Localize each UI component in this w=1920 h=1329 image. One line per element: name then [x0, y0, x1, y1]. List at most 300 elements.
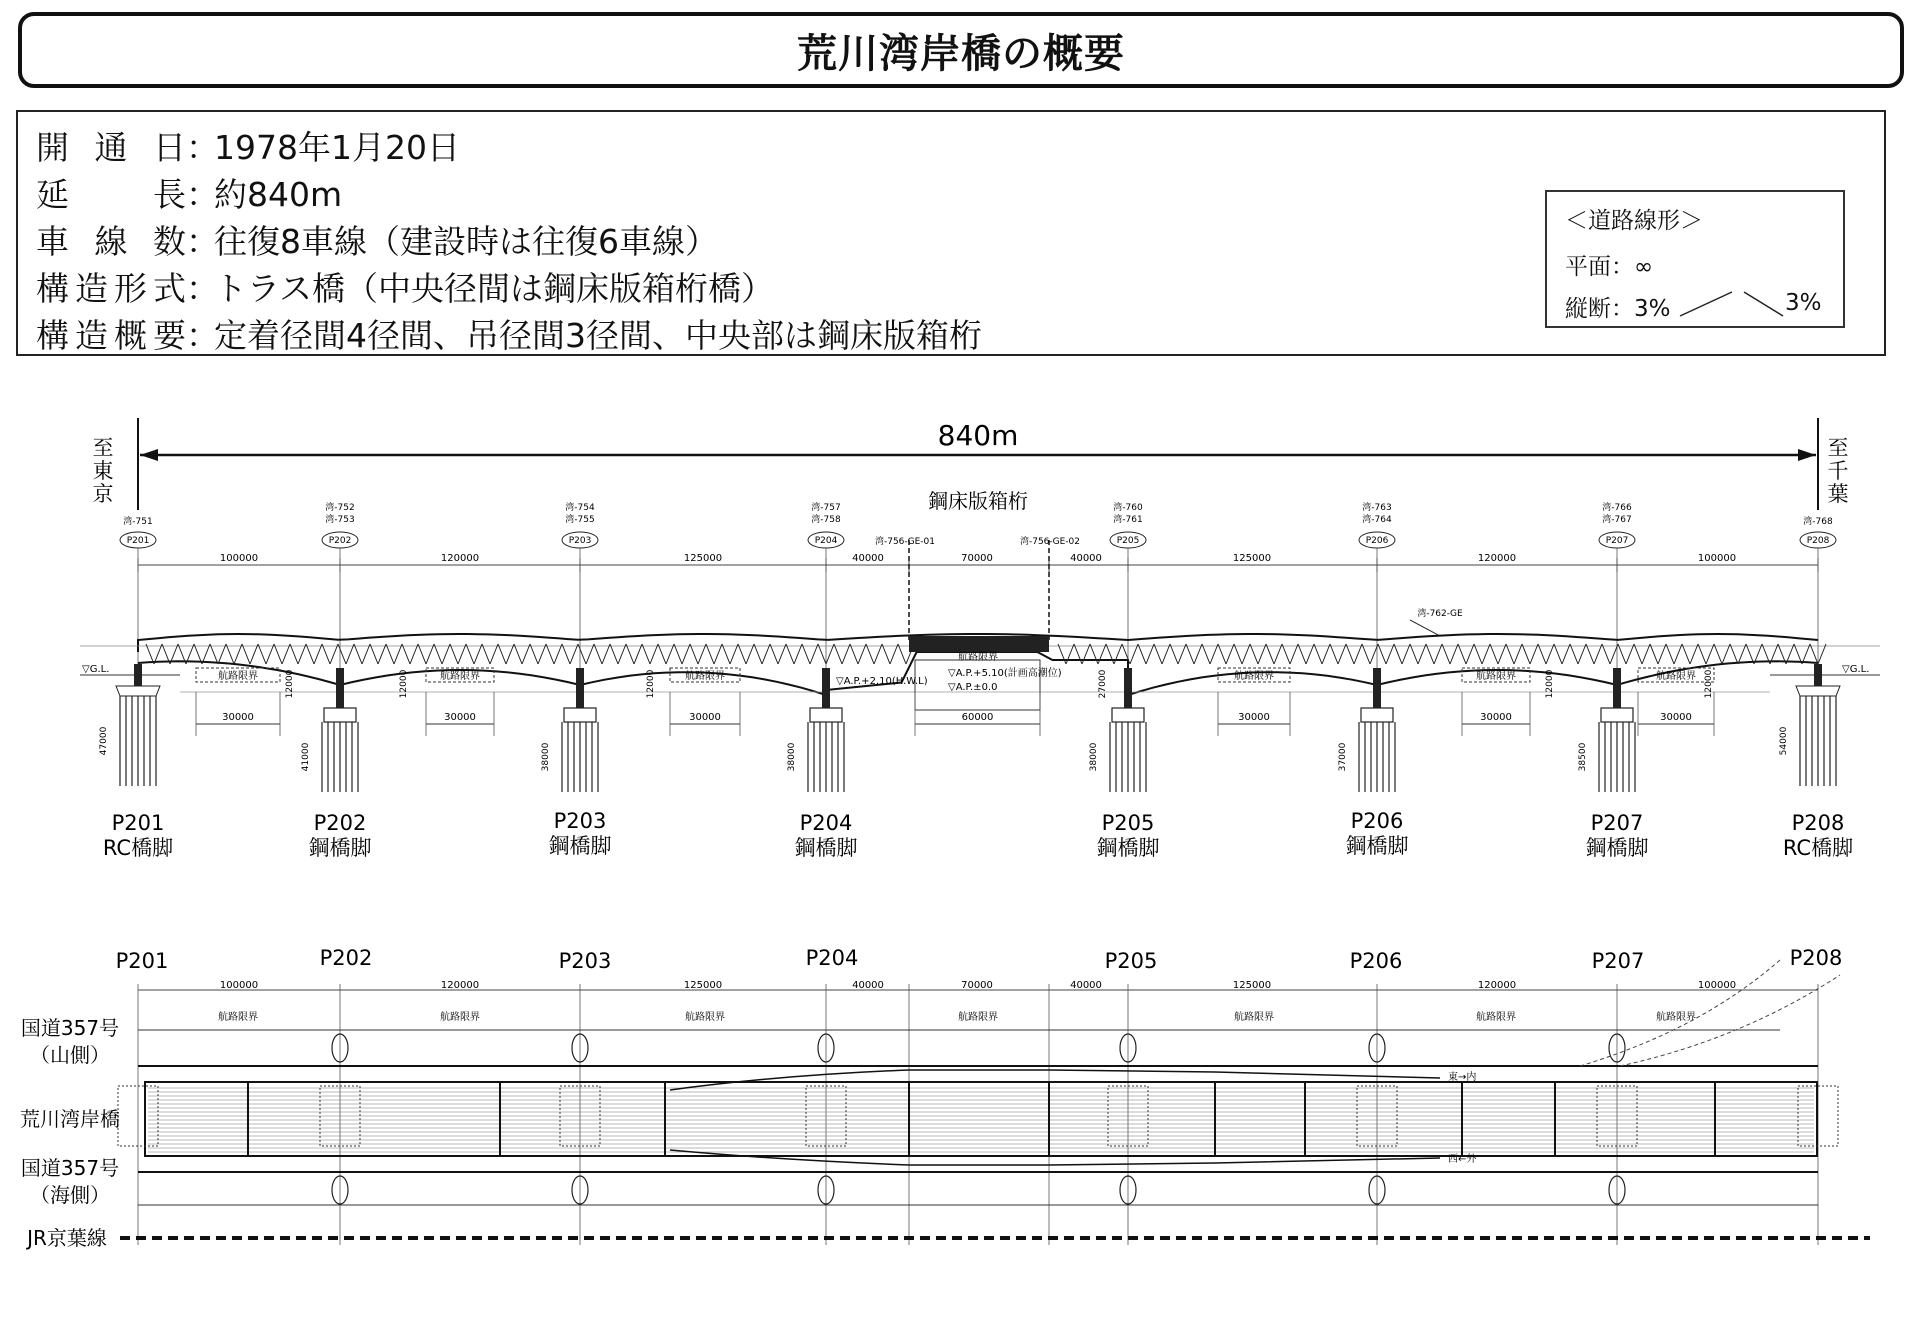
- pier-mark: 湾-764: [1362, 515, 1392, 525]
- direction-tokyo-char: 京: [92, 482, 114, 506]
- span-label: 40000: [1070, 553, 1102, 564]
- truss-web-member: [1810, 644, 1818, 664]
- truss-web-member: [426, 644, 434, 664]
- clearance-height-label: 12000: [646, 669, 656, 699]
- clearance-height-label: 12000: [1704, 669, 1714, 699]
- truss-web-member: [594, 644, 602, 664]
- truss-web-member: [1586, 644, 1594, 664]
- truss-web-member: [1298, 644, 1306, 664]
- plan-clearance-label: 航路限界: [1656, 1012, 1696, 1023]
- truss-web-member: [1706, 644, 1714, 664]
- truss-web-member: [1266, 644, 1274, 664]
- truss-web-member: [1498, 644, 1506, 664]
- pier-type-label: 鋼橋脚: [548, 834, 612, 858]
- span-label: 125000: [1232, 553, 1272, 564]
- truss-web-member: [826, 644, 834, 664]
- truss-web-member: [210, 644, 218, 664]
- pier-footing: [1112, 708, 1144, 722]
- truss-web-member: [1730, 644, 1738, 664]
- truss-web-member: [146, 644, 154, 664]
- pier-mark: 湾-761: [1113, 515, 1143, 525]
- truss-web-member: [1258, 644, 1266, 664]
- pile-depth-label: 38000: [541, 742, 551, 772]
- pier-column: [1124, 668, 1132, 710]
- truss-web-member: [1282, 644, 1290, 664]
- arrow-right-icon: [1798, 449, 1816, 461]
- row-label: 国道357号: [20, 1156, 120, 1180]
- plan-span-label: 100000: [219, 980, 259, 991]
- plan-clearance-label: 航路限界: [218, 1012, 258, 1023]
- truss-web-member: [1602, 644, 1610, 664]
- truss-web-member: [1546, 644, 1554, 664]
- truss-web-member: [1170, 644, 1178, 664]
- pile-depth-label: 54000: [1779, 726, 1789, 756]
- truss-web-member: [354, 644, 362, 664]
- pile-depth-label: 38000: [1089, 742, 1099, 772]
- clearance-width-label: 60000: [961, 712, 994, 723]
- truss-web-member: [1514, 644, 1522, 664]
- plan-span-label: 120000: [1477, 980, 1517, 991]
- truss-web-member: [714, 644, 722, 664]
- truss-web-member: [1530, 644, 1538, 664]
- truss-web-member: [1210, 644, 1218, 664]
- plan-clearance-label: 航路限界: [440, 1012, 480, 1023]
- pier-type-label: 鋼橋脚: [1585, 836, 1649, 860]
- truss-web-member: [602, 644, 610, 664]
- truss-web-member: [1354, 644, 1362, 664]
- truss-web-member: [706, 644, 714, 664]
- truss-web-member: [1410, 644, 1418, 664]
- truss-web-member: [402, 644, 410, 664]
- clearance-width-label: 30000: [689, 712, 721, 723]
- pier-id-label: P204: [799, 811, 853, 835]
- truss-web-member: [890, 644, 898, 664]
- truss-web-member: [810, 644, 818, 664]
- truss-web-member: [778, 644, 786, 664]
- pier-column: [576, 668, 584, 710]
- truss-web-member: [282, 644, 290, 664]
- pier-mark: 湾-757: [811, 503, 841, 513]
- plan-pier-label: P201: [115, 949, 169, 973]
- truss-web-member: [578, 644, 586, 664]
- truss-web-member: [1418, 644, 1426, 664]
- truss-web-member: [1490, 644, 1498, 664]
- direction-chiba-char: 至: [1827, 436, 1849, 460]
- truss-web-member: [498, 644, 506, 664]
- truss-web-member: [1274, 644, 1282, 664]
- truss-web-member: [242, 644, 250, 664]
- pier-tag-label: P204: [814, 536, 838, 546]
- water-zero-label: ▽A.P.±0.0: [948, 682, 998, 693]
- pier-footing: [324, 708, 356, 722]
- truss-web-member: [562, 644, 570, 664]
- pier-tag-label: P201: [126, 536, 150, 546]
- truss-web-member: [442, 644, 450, 664]
- truss-web-member: [698, 644, 706, 664]
- pier-tag-label: P202: [328, 536, 352, 546]
- pier-type-label: 鋼橋脚: [794, 836, 858, 860]
- pier-footing: [116, 686, 160, 696]
- truss-web-member: [650, 644, 658, 664]
- truss-web-member: [682, 644, 690, 664]
- truss-web-member: [434, 644, 442, 664]
- plan-pier-label: P204: [805, 946, 859, 970]
- pier-mark: 湾-753: [325, 515, 355, 525]
- clearance-width-label: 30000: [222, 712, 254, 723]
- page-title: 荒川湾岸橋の概要: [797, 30, 1125, 77]
- span-label: 125000: [683, 553, 723, 564]
- total-length-label: 840m: [937, 419, 1019, 452]
- truss-web-member: [1322, 644, 1330, 664]
- clearance-label: 航路限界: [218, 671, 258, 682]
- truss-web-member: [370, 644, 378, 664]
- plan-pier-label: P202: [319, 946, 373, 970]
- truss-web-member: [1594, 644, 1602, 664]
- truss-web-member: [1714, 644, 1722, 664]
- pier-footing: [810, 708, 842, 722]
- truss-web-member: [458, 644, 466, 664]
- info-colon: ：: [186, 316, 219, 355]
- truss-web-member: [362, 644, 370, 664]
- road-alignment-plan: 平面：∞: [1565, 254, 1654, 280]
- truss-web-member: [338, 644, 346, 664]
- truss-web-member: [1242, 644, 1250, 664]
- truss-web-member: [1506, 644, 1514, 664]
- truss-web-member: [1194, 644, 1202, 664]
- truss-web-member: [874, 644, 882, 664]
- truss-web-member: [898, 644, 906, 664]
- pile-depth-label: 41000: [301, 742, 311, 772]
- truss-web-member: [466, 644, 474, 664]
- truss-web-member: [546, 644, 554, 664]
- truss-web-member: [762, 644, 770, 664]
- truss-web-member: [1802, 644, 1810, 664]
- pier-footing: [1601, 708, 1633, 722]
- center-girder-label: 鋼床版箱桁: [928, 489, 1028, 513]
- girder-mark-leader: [1410, 620, 1440, 636]
- pier-id-label: P207: [1590, 811, 1644, 835]
- truss-web-member: [1562, 644, 1570, 664]
- pier-mark: 湾-768: [1803, 517, 1833, 527]
- truss-web-member: [1130, 644, 1138, 664]
- truss-web-member: [1330, 644, 1338, 664]
- truss-web-member: [1658, 644, 1666, 664]
- plan-span-label: 100000: [1697, 980, 1737, 991]
- clearance-label: 航路限界: [685, 671, 725, 682]
- truss-web-member: [218, 644, 226, 664]
- truss-web-member: [514, 644, 522, 664]
- truss-web-member: [450, 644, 458, 664]
- truss-web-member: [1818, 644, 1826, 664]
- truss-web-member: [842, 644, 850, 664]
- info-colon: ：: [186, 175, 219, 214]
- pier-footing: [1361, 708, 1393, 722]
- pier-mark: 湾-751: [123, 517, 153, 527]
- deck-edge-curve: [670, 1070, 1440, 1090]
- truss-web-member: [1138, 644, 1146, 664]
- truss-web-member: [1346, 644, 1354, 664]
- info-value: 定着径間4径間、吊径間3径間、中央部は鋼床版箱桁: [214, 316, 982, 355]
- girder-mark: 湾-756-GE-02: [1019, 537, 1081, 547]
- truss-web-member: [1394, 644, 1402, 664]
- clearance-label: 航路限界: [1656, 671, 1696, 682]
- pier-column: [1613, 668, 1621, 710]
- info-colon: ：: [186, 269, 219, 308]
- truss-web-member: [1162, 644, 1170, 664]
- truss-web-member: [634, 644, 642, 664]
- truss-web-member: [618, 644, 626, 664]
- info-label: 構造形式: [36, 269, 186, 308]
- truss-web-member: [226, 644, 234, 664]
- truss-web-member: [1554, 644, 1562, 664]
- clearance-height-label: 12000: [399, 669, 409, 699]
- truss-web-member: [418, 644, 426, 664]
- plan-pier-label: P203: [558, 949, 612, 973]
- truss-web-member: [410, 644, 418, 664]
- box-girder: [909, 636, 1049, 652]
- plan-span-label: 40000: [1070, 980, 1102, 991]
- truss-web-member: [1618, 644, 1626, 664]
- info-label: 延長: [36, 175, 186, 214]
- truss-web-member: [1178, 644, 1186, 664]
- direction-tokyo-char: 至: [92, 436, 114, 460]
- truss-web-member: [1378, 644, 1386, 664]
- clearance-label: 航路限界: [1234, 671, 1274, 682]
- info-label: 開通日: [36, 128, 186, 167]
- truss-web-member: [770, 644, 778, 664]
- truss-web-member: [1450, 644, 1458, 664]
- truss-web-member: [482, 644, 490, 664]
- truss-web-member: [474, 644, 482, 664]
- clearance-height-label: 12000: [285, 669, 295, 699]
- info-colon: ：: [186, 128, 219, 167]
- pier-type-label: 鋼橋脚: [1096, 836, 1160, 860]
- pile-depth-label: 47000: [99, 726, 109, 756]
- plan-span-label: 120000: [440, 980, 480, 991]
- truss-web-member: [1482, 644, 1490, 664]
- truss-web-member: [1626, 644, 1634, 664]
- truss-web-member: [1426, 644, 1434, 664]
- hwl-label: ▽A.P.+2.10(H.W.L): [836, 676, 928, 687]
- truss-web-member: [530, 644, 538, 664]
- info-label: 車線数: [36, 222, 186, 261]
- clearance-width-label: 30000: [444, 712, 476, 723]
- truss-web-member: [858, 644, 866, 664]
- truss-web-member: [1642, 644, 1650, 664]
- truss-web-member: [330, 644, 338, 664]
- plan-clearance-label: 航路限界: [1476, 1012, 1516, 1023]
- plan-pier-label: P207: [1591, 949, 1645, 973]
- pier-id-label: P202: [313, 811, 367, 835]
- plan-clearance-label: 航路限界: [958, 1012, 998, 1023]
- row-label: 国道357号: [20, 1016, 120, 1040]
- truss-web-member: [1202, 644, 1210, 664]
- truss-web-member: [1674, 644, 1682, 664]
- truss-web-member: [1146, 644, 1154, 664]
- lane-east-label: 東→内: [1448, 1072, 1477, 1083]
- pier-type-label: 鋼橋脚: [308, 836, 372, 860]
- truss-web-member: [1682, 644, 1690, 664]
- pier-mark: 湾-763: [1362, 503, 1392, 513]
- truss-web-member: [1650, 644, 1658, 664]
- truss-web-member: [490, 644, 498, 664]
- truss-web-member: [274, 644, 282, 664]
- span-label: 40000: [852, 553, 884, 564]
- truss-web-member: [306, 644, 314, 664]
- arrow-left-icon: [140, 449, 158, 461]
- pier-column: [1814, 664, 1822, 686]
- truss-web-member: [730, 644, 738, 664]
- lane-west-label: 西←外: [1448, 1154, 1477, 1165]
- row-sublabel: （海側）: [30, 1183, 110, 1207]
- pile-depth-label: 38000: [787, 742, 797, 772]
- pier-mark: 湾-755: [565, 515, 595, 525]
- plan-clearance-label: 航路限界: [685, 1012, 725, 1023]
- truss-web-member: [1226, 644, 1234, 664]
- pier-id-label: P201: [111, 811, 165, 835]
- truss-web-member: [346, 644, 354, 664]
- pier-mark: 湾-766: [1602, 503, 1632, 513]
- truss-web-member: [554, 644, 562, 664]
- truss-web-member: [538, 644, 546, 664]
- truss-web-member: [378, 644, 386, 664]
- truss-web-member: [754, 644, 762, 664]
- truss-web-member: [786, 644, 794, 664]
- clearance-height-label: 12000: [1545, 669, 1555, 699]
- pier-column: [336, 668, 344, 710]
- truss-web-member: [626, 644, 634, 664]
- truss-web-member: [522, 644, 530, 664]
- plan-clearance-label: 航路限界: [1234, 1012, 1274, 1023]
- pier-id-label: P203: [553, 809, 607, 833]
- plan-span-label: 40000: [852, 980, 884, 991]
- high-tide-label: ▽A.P.+5.10(計画高潮位): [948, 668, 1062, 679]
- truss-web-member: [266, 644, 274, 664]
- truss-web-member: [234, 644, 242, 664]
- pile-depth-label: 38500: [1578, 742, 1588, 772]
- truss-web-member: [586, 644, 594, 664]
- span-label: 100000: [1697, 553, 1737, 564]
- pier-type-label: 鋼橋脚: [1345, 834, 1409, 858]
- truss-web-member: [1402, 644, 1410, 664]
- truss-web-member: [506, 644, 514, 664]
- plan-pier-label: P206: [1349, 949, 1403, 973]
- pier-id-label: P208: [1791, 811, 1845, 835]
- center-clearance-label: 航路限界: [958, 652, 998, 663]
- girder-mark: 湾-756-GE-01: [874, 537, 936, 547]
- pier-type-label: RC橋脚: [1782, 836, 1854, 860]
- clearance-label: 航路限界: [440, 671, 480, 682]
- truss-web-member: [850, 644, 858, 664]
- truss-web-member: [674, 644, 682, 664]
- truss-web-member: [1538, 644, 1546, 664]
- truss-web-member: [1338, 644, 1346, 664]
- truss-web-member: [322, 644, 330, 664]
- row-label: 荒川湾岸橋: [20, 1107, 120, 1131]
- span-label: 120000: [1477, 553, 1517, 564]
- row-label: JR京葉線: [27, 1226, 107, 1250]
- truss-web-member: [1154, 644, 1162, 664]
- truss-web-member: [1458, 644, 1466, 664]
- road-alignment-profile: 縦断：3%: [1565, 296, 1671, 322]
- plan-pier-label: P208: [1789, 946, 1843, 970]
- truss-web-member: [1738, 644, 1746, 664]
- truss-web-member: [1290, 644, 1298, 664]
- truss-web-member: [394, 644, 402, 664]
- truss-web-member: [882, 644, 890, 664]
- plan-pier-label: P205: [1104, 949, 1158, 973]
- truss-web-member: [1442, 644, 1450, 664]
- road-alignment-title: ＜道路線形＞: [1565, 208, 1703, 234]
- pier-mark: 湾-767: [1602, 515, 1632, 525]
- pier-tag-label: P208: [1806, 536, 1830, 546]
- truss-web-member: [1570, 644, 1578, 664]
- truss-web-member: [258, 644, 266, 664]
- ground-level-left: ▽G.L.: [82, 664, 110, 675]
- truss-web-member: [314, 644, 322, 664]
- plan-span-label: 70000: [961, 980, 993, 991]
- direction-chiba-char: 千: [1827, 459, 1849, 483]
- truss-web-member: [1218, 644, 1226, 664]
- truss-web-member: [1690, 644, 1698, 664]
- clearance-height-label: 27000: [1098, 669, 1108, 699]
- truss-web-member: [818, 644, 826, 664]
- ground-level-right: ▽G.L.: [1842, 664, 1870, 675]
- truss-web-member: [642, 644, 650, 664]
- direction-tokyo-char: 東: [92, 459, 114, 483]
- truss-web-member: [386, 644, 394, 664]
- pier-column: [1373, 668, 1381, 710]
- truss-web-member: [666, 644, 674, 664]
- truss-web-member: [1634, 644, 1642, 664]
- truss-web-member: [722, 644, 730, 664]
- span-label: 100000: [219, 553, 259, 564]
- row-sublabel: （山側）: [30, 1043, 110, 1067]
- truss-web-member: [1698, 644, 1706, 664]
- truss-web-member: [866, 644, 874, 664]
- road-alignment-profile-right: 3%: [1785, 290, 1822, 316]
- pier-mark: 湾-758: [811, 515, 841, 525]
- truss-web-member: [738, 644, 746, 664]
- pier-mark: 湾-760: [1113, 503, 1143, 513]
- truss-web-member: [1186, 644, 1194, 664]
- info-value: 往復8車線（建設時は往復6車線）: [214, 222, 718, 261]
- clearance-width-label: 30000: [1660, 712, 1692, 723]
- span-label: 70000: [961, 553, 993, 564]
- clearance-width-label: 30000: [1238, 712, 1270, 723]
- girder-mark: 湾-762-GE: [1417, 609, 1463, 619]
- truss-web-member: [250, 644, 258, 664]
- pier-column: [822, 668, 830, 710]
- pier-mark: 湾-754: [565, 503, 595, 513]
- pier-id-label: P206: [1350, 809, 1404, 833]
- truss-web-member: [794, 644, 802, 664]
- pier-tag-label: P205: [1116, 536, 1140, 546]
- plan-span-label: 125000: [683, 980, 723, 991]
- truss-web-member: [1522, 644, 1530, 664]
- truss-web-member: [298, 644, 306, 664]
- pier-footing: [564, 708, 596, 722]
- direction-chiba-char: 葉: [1827, 482, 1849, 506]
- pier-tag-label: P207: [1605, 536, 1629, 546]
- truss-web-member: [802, 644, 810, 664]
- pile-depth-label: 37000: [1338, 742, 1348, 772]
- truss-web-member: [658, 644, 666, 664]
- pier-column: [134, 664, 142, 686]
- bridge-deck-outline: [145, 1082, 1817, 1156]
- info-colon: ：: [186, 222, 219, 261]
- truss-web-member: [1666, 644, 1674, 664]
